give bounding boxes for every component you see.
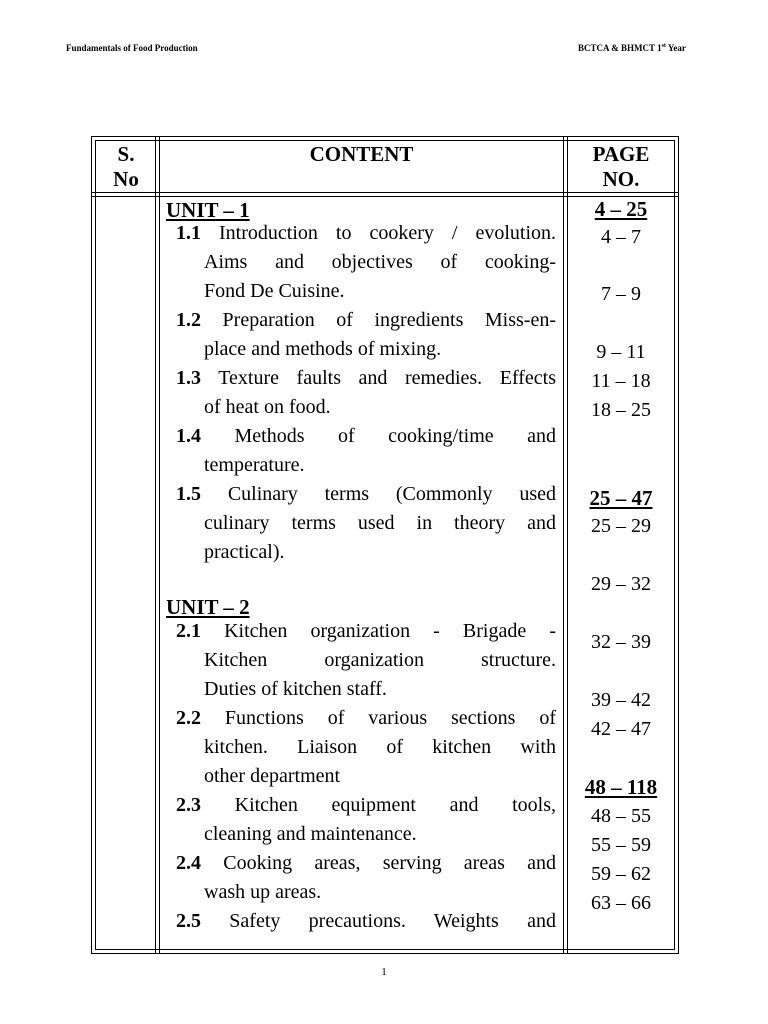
page-range: 4 – 7 (601, 226, 641, 248)
page-range: 63 – 66 (591, 892, 651, 914)
content-item: 1.4 Methods of cooking/time and temperature. (176, 425, 556, 476)
page-range: 39 – 42 (591, 689, 651, 711)
page-range: 11 – 18 (591, 370, 651, 392)
content-item: 1.1 Introduction to cookery / evolution. Aims and objectives of cooking- Fond De Cuisine. (176, 222, 556, 302)
column-divider (159, 136, 160, 954)
header-row-divider (91, 192, 679, 193)
page-range: 29 – 32 (591, 573, 651, 595)
column-divider (563, 136, 564, 954)
column-divider (567, 136, 568, 954)
document-header-course: BCTCA & BHMCT 1st Year (578, 43, 686, 53)
page-range-unit: 4 – 25 (594, 197, 648, 221)
page-range: 18 – 25 (591, 399, 651, 421)
document-header-title: Fundamentals of Food Production (66, 43, 198, 53)
page-range: 32 – 39 (591, 631, 651, 653)
content-item: 2.5 Safety precautions. Weights and (176, 910, 556, 932)
page-range: 25 – 29 (591, 515, 651, 537)
content-item: 1.2 Preparation of ingredients Miss-en- place and methods of mixing. (176, 309, 556, 360)
header-sno: S. No (113, 142, 139, 191)
content-item: 2.3 Kitchen equipment and tools, cleaning and maintenance. (176, 794, 556, 845)
page-range-unit: 25 – 47 (589, 486, 653, 510)
page-range: 42 – 47 (591, 718, 651, 740)
content-item: 2.1 Kitchen organization - Brigade - Kitchen organization structure. Duties of kitchen staff. (176, 620, 556, 700)
page-range-unit: 48 – 118 (584, 775, 658, 799)
header-page-no: PAGE NO. (592, 142, 650, 191)
page-range: 48 – 55 (591, 805, 651, 827)
page-number: 1 (381, 966, 387, 978)
content-item: 2.2 Functions of various sections of kitchen. Liaison of kitchen with other department (176, 707, 557, 787)
content-item: 1.3 Texture faults and remedies. Effects of heat on food. (176, 367, 556, 418)
page-range: 55 – 59 (591, 834, 651, 856)
page-range: 9 – 11 (596, 341, 646, 363)
content-item: 1.5 Culinary terms (Commonly used culinary terms used in theory and practical). (176, 483, 556, 563)
header-content: CONTENT (309, 142, 414, 166)
unit-heading: UNIT – 1 (166, 198, 250, 222)
content-item: 2.4 Cooking areas, serving areas and wash up areas. (176, 852, 556, 903)
column-divider (155, 136, 156, 954)
page-range: 59 – 62 (591, 863, 651, 885)
page-range: 7 – 9 (601, 283, 641, 305)
unit-heading: UNIT – 2 (166, 595, 250, 619)
